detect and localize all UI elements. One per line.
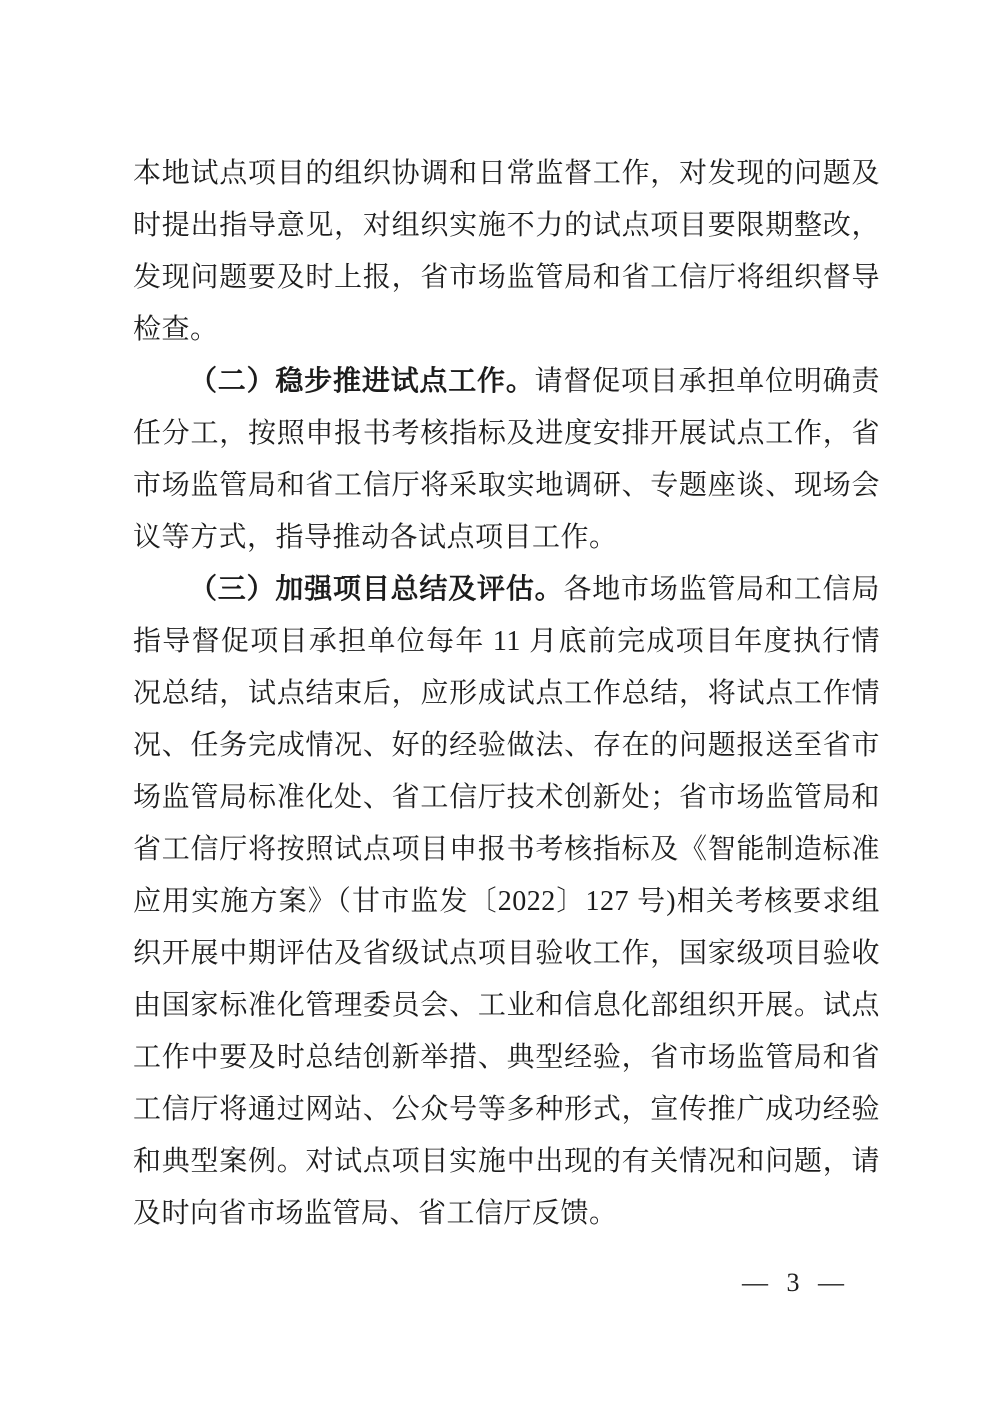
paragraph-body: 请督促项目承担单位明确责任分工，按照申报书考核指标及进度安排开展试点工作，省市场监管局和省工信厅将采取实地调研、专题座谈、现场会议等方式，指导推动各试点项目工作。	[133, 366, 880, 553]
paragraph-heading: （三）加强项目总结及评估。	[189, 574, 564, 605]
page-number: — 3 —	[742, 1268, 850, 1297]
document-body	[133, 148, 880, 1240]
page-footer	[742, 1268, 850, 1298]
paragraph	[133, 356, 880, 564]
paragraph-body: 本地试点项目的组织协调和日常监督工作，对发现的问题及时提出指导意见，对组织实施不力的试点项目要限期整改，发现问题要及时上报，省市场监管局和省工信厅将组织督导检查。	[133, 158, 880, 345]
paragraph	[133, 148, 880, 356]
paragraph	[133, 564, 880, 1240]
paragraph-heading: （二）稳步推进试点工作。	[189, 366, 535, 397]
paragraph-body: 各地市场监管局和工信局指导督促项目承担单位每年 11 月底前完成项目年度执行情况总结，试点结束后，应形成试点工作总结，将试点工作情况、任务完成情况、好的经验做法、存在的问题报送至省市场监管局标准化处、省工信厅技术创新处；省市场监管局和省工信厅将按照试点项目申报书考核指标及《智能制造标准应用实施方案》（甘市监发〔2022〕127 号)相关考核要求组织开展中期评估及省级试点项目验收工作，国家级项目验收由国家标准化管理委员会、工业和信息化部组织开展。试点工作中要及时总结创新举措、典型经验，省市场监管局和省工信厅将通过网站、公众号等多种形式，宣传推广成功经验和典型案例。对试点项目实施中出现的有关情况和问题，请及时向省市场监管局、省工信厅反馈。	[133, 574, 880, 1229]
